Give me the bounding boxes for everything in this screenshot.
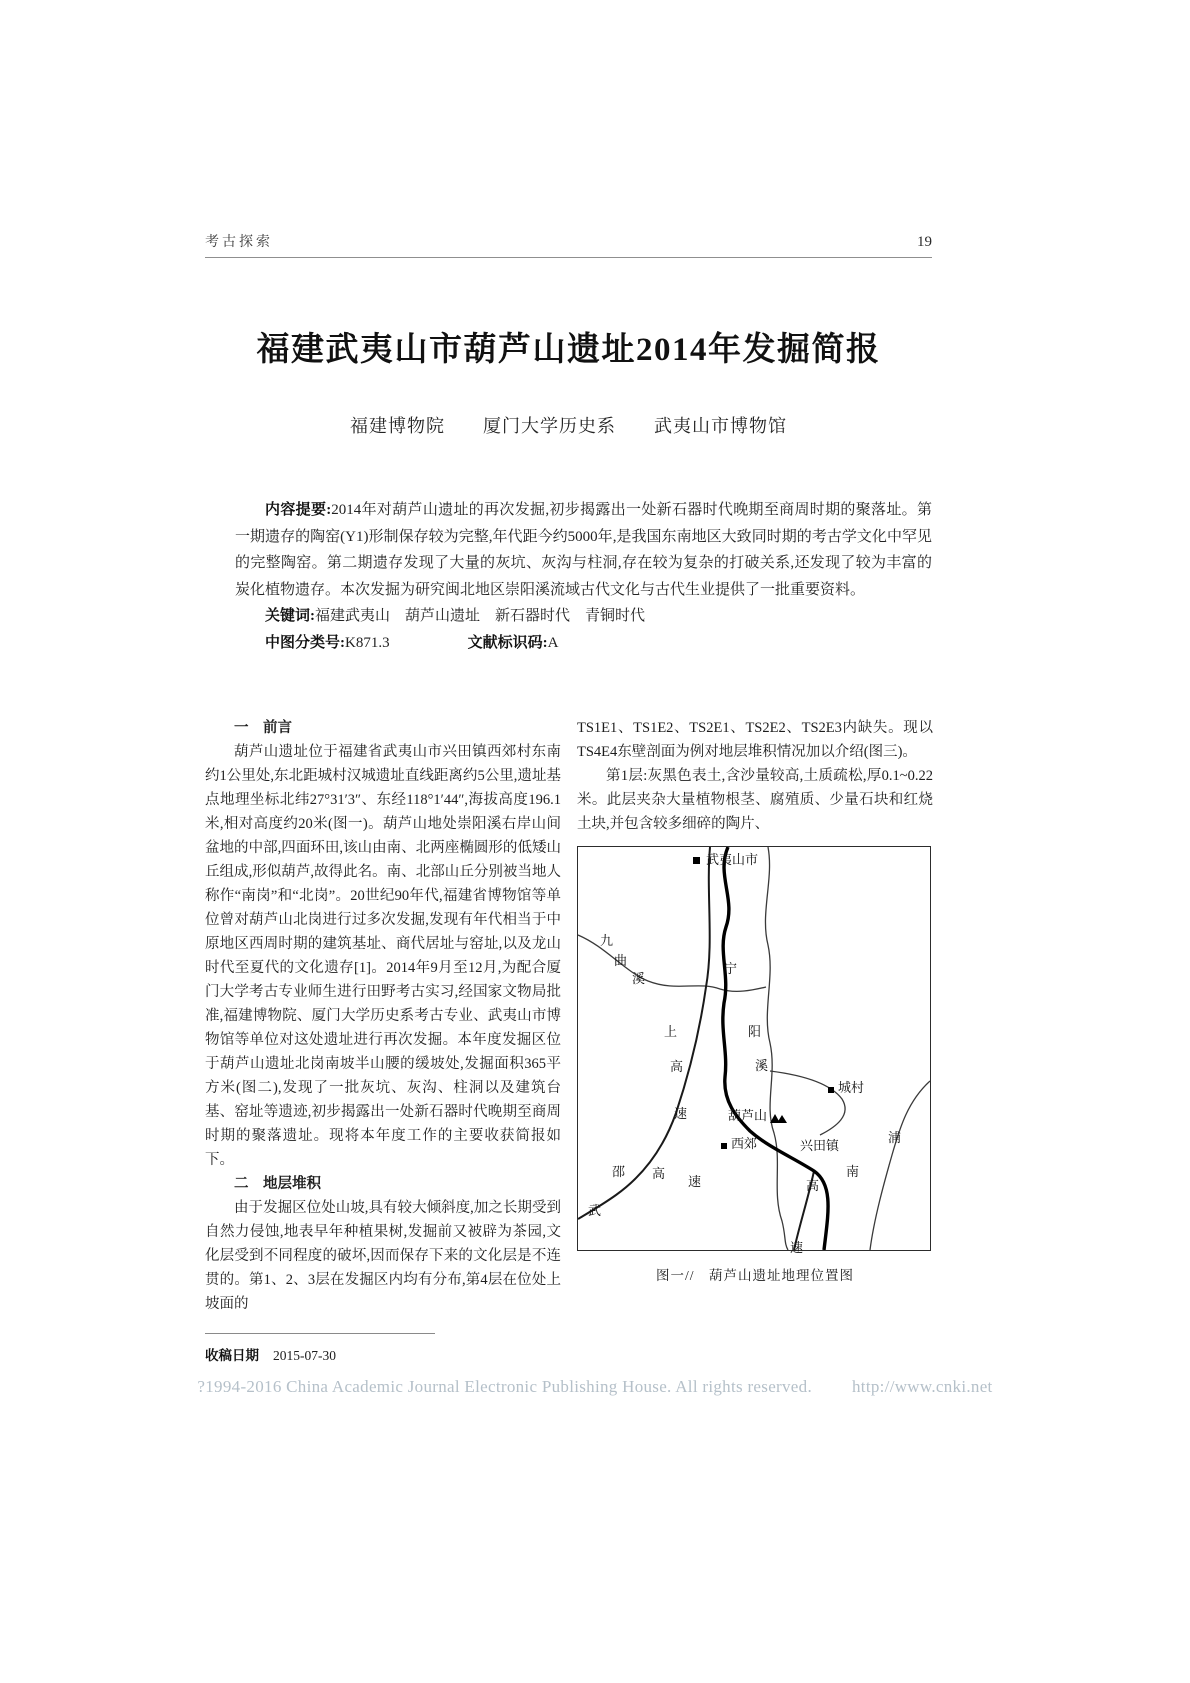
expressway-ningshang bbox=[578, 847, 710, 1219]
map-label-shang: 上 bbox=[664, 1024, 678, 1039]
map-label-hulushan: 葫芦山 bbox=[728, 1108, 768, 1123]
map-label-xi-river2: 溪 bbox=[755, 1058, 769, 1073]
map-label-su1: 速 bbox=[674, 1106, 688, 1121]
classification-line bbox=[235, 630, 932, 657]
map-label-xi-river1: 溪 bbox=[632, 971, 646, 986]
right-column bbox=[577, 716, 933, 1288]
map-label-wu: 武 bbox=[588, 1203, 602, 1218]
header-rule bbox=[205, 257, 932, 258]
map-label-qu: 曲 bbox=[614, 953, 628, 968]
journal-section-label: 考古探索 bbox=[205, 235, 273, 250]
section1-heading: 一 前言 bbox=[234, 720, 292, 736]
site-marker-hulushan-2 bbox=[777, 1115, 787, 1123]
right-continuation-paragraph: TS1E1、TS1E2、TS2E1、TS2E2、TS2E3内缺失。现以TS4E4东壁剖面为例对地层堆积情况加以介绍(图三)。 bbox=[577, 720, 933, 760]
received-date-rule bbox=[205, 1333, 435, 1334]
article-authors: 福建博物院 厦门大学历史系 武夷山市博物馆 bbox=[350, 416, 787, 436]
abstract-text: 2014年对葫芦山遗址的再次发掘,初步揭露出一处新石器时代晚期至商周时期的聚落址。第一期遗存的陶窑(Y1)形制保存较为完整,年代距今约5000年,是我国东南地区大致同时期的考古学文化中罕见的完整陶窑。第二期遗存发现了大量的灰坑、灰沟与柱洞,存在较为复杂的打破关系,还发现了较为丰富的炭化植物遗存。本次发掘为研究闽北地区崇阳溪流域古代文化与古代生业提供了一批重要资料。 bbox=[235, 502, 932, 598]
left-column bbox=[205, 716, 561, 1316]
received-date-line bbox=[205, 1344, 336, 1364]
doc-code-label: 文献标识码: bbox=[467, 634, 548, 651]
clc-value: K871.3 bbox=[345, 634, 390, 651]
clc-label: 中图分类号: bbox=[265, 634, 345, 651]
map-label-pu: 浦 bbox=[888, 1130, 902, 1145]
location-map-figure bbox=[577, 846, 931, 1255]
map-label-gao1: 高 bbox=[670, 1059, 684, 1074]
doc-code-value: A bbox=[547, 634, 559, 651]
map-label-shao: 邵 bbox=[612, 1164, 626, 1179]
map-label-xingtian: 兴田镇 bbox=[800, 1138, 840, 1153]
article-title: 福建武夷山市葫芦山遗址2014年发掘简报 bbox=[256, 332, 881, 368]
received-date-label: 收稿日期 bbox=[205, 1348, 259, 1363]
section1-paragraph: 葫芦山遗址位于福建省武夷山市兴田镇西郊村东南约1公里处,东北距城村汉城遗址直线距离约5公里,遗址基点地理坐标北纬27°31′3″、东经118°1′44″,海拔高度196.1米,相对高度约20米(图一)。葫芦山地处崇阳溪右岸山间盆地的中部,四面环田,该山由南、北两座椭圆形的低矮山丘组成,形似葫芦,故得此名。南、北部山丘分别被当地人称作“南岗”和“北岗”。20世纪90年代,福建省博物馆等单位曾对葫芦山北岗进行过多次发掘,发现有年代相当于中原地区西周时期的建筑基址、商代居址与窑址,以及龙山时代至夏代的文化遗存[1]。2014年9月至12月,为配合厦门大学考古专业师生进行田野考古实习,经国家文物局批准,福建博物院、厦门大学历史系考古专业、武夷山市博物馆等单位对这处遗址进行再次发掘。本年度发掘区位于葫芦山遗址北岗南坡半山腰的缓坡处,发掘面积365平方米(图二),发现了一批灰坑、灰沟、柱洞以及建筑台基、窑址等遗迹,初步揭露出一处新石器时代晚期至商周时期的聚落遗址。现将本年度工作的主要收获简报如下。 bbox=[205, 744, 561, 1168]
river-chongyangxi bbox=[765, 847, 788, 1250]
map-label-jiu: 九 bbox=[600, 933, 614, 948]
received-date-value: 2015-07-30 bbox=[273, 1348, 336, 1363]
figure1-caption: 图一// 葫芦山遗址地理位置图 bbox=[655, 1268, 854, 1283]
abstract-block bbox=[235, 497, 932, 656]
cnki-url: http://www.cnki.net bbox=[852, 1377, 993, 1396]
page-number: 19 bbox=[917, 234, 932, 250]
map-label-yang: 阳 bbox=[748, 1024, 762, 1039]
keywords-line bbox=[235, 603, 932, 630]
section2-heading: 二 地层堆积 bbox=[234, 1176, 321, 1192]
abstract-paragraph bbox=[235, 497, 932, 603]
abstract-label: 内容提要: bbox=[265, 502, 332, 518]
copyright-watermark bbox=[0, 1377, 1190, 1397]
village-marker-xijiao bbox=[721, 1143, 727, 1149]
river-bend-chengcun bbox=[770, 1071, 845, 1135]
map-label-chengcun: 城村 bbox=[838, 1080, 865, 1095]
map-label-ning: 宁 bbox=[724, 961, 738, 976]
copyright-notice: ?1994-2016 China Academic Journal Electronic Publishing House. All rights reserved. bbox=[197, 1377, 812, 1396]
map-label-xijiao: 西郊 bbox=[731, 1136, 758, 1151]
keywords-text: 福建武夷山 葫芦山遗址 新石器时代 青铜时代 bbox=[315, 608, 646, 624]
village-marker-chengcun bbox=[828, 1087, 834, 1093]
keywords-label: 关键词: bbox=[265, 608, 315, 624]
map-label-su2: 速 bbox=[688, 1174, 702, 1189]
section2-paragraph: 由于发掘区位处山坡,具有较大倾斜度,加之长期受到自然力侵蚀,地表早年种植果树,发掘前又被辟为茶园,文化层受到不同程度的破坏,因而保存下来的文化层是不连贯的。第1、2、3层在发掘区内均有分布,第4层在位处上坡面的 bbox=[205, 1200, 561, 1312]
map-label-gao2: 高 bbox=[652, 1166, 666, 1181]
map-label-su3: 速 bbox=[790, 1240, 804, 1255]
location-map-drawing bbox=[578, 847, 930, 1250]
map-label-nan: 南 bbox=[846, 1164, 860, 1179]
river-nanpuxi bbox=[870, 1081, 930, 1250]
right-layer1-paragraph: 第1层:灰黑色表土,含沙量较高,土质疏松,厚0.1~0.22米。此层夹杂大量植物根茎、腐殖质、少量石块和红烧土块,并包含较多细碎的陶片、 bbox=[577, 768, 933, 832]
city-marker-wuyishan bbox=[693, 857, 700, 864]
map-label-gao3: 高 bbox=[806, 1178, 820, 1193]
map-label-wuyishanshi: 武夷山市 bbox=[706, 852, 759, 867]
